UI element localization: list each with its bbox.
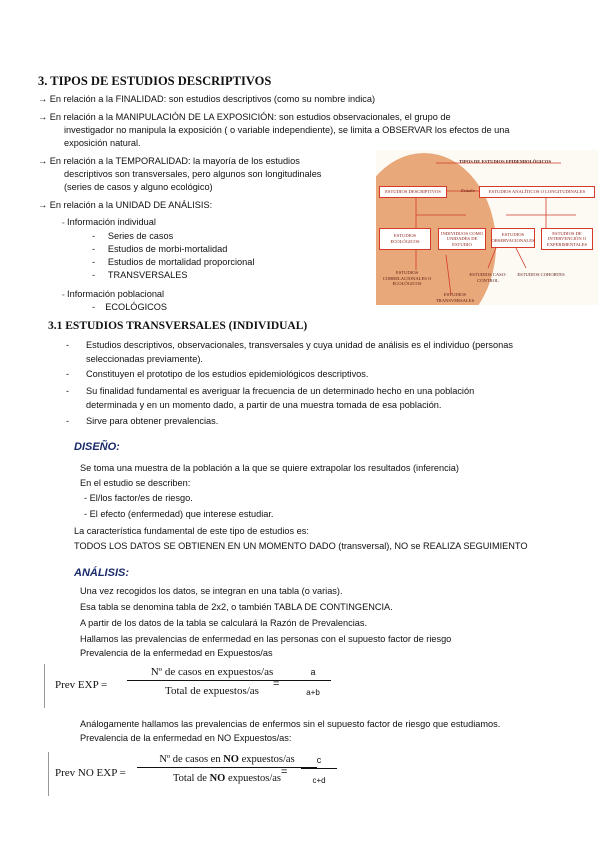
bullet-text: determinada y en un momento dado, a partir de una muestra tomada de esa población. [86, 399, 442, 410]
formula-text: expuestos/as [238, 754, 295, 765]
list-item-text: ECOLÓGICOS [105, 302, 168, 312]
diagram-label-transversales: ESTUDIOS TRANSVERSALES [435, 292, 475, 303]
bullet-text: Su finalidad fundamental es averiguar la frecuencia de un determinado hecho en una población [86, 386, 475, 396]
manipulacion-line [38, 111, 451, 124]
formula-numerator-short: a [295, 667, 331, 681]
circle-bullet-icon: ◦ [62, 292, 65, 299]
epidemiological-studies-diagram [376, 150, 598, 305]
diseno-paragraph-1: Se toma una muestra de la población a la que se quiere extrapolar los resultados (inferencia) [80, 463, 459, 473]
formula-equals: = [281, 766, 288, 778]
arrow-icon: → [38, 112, 48, 122]
manipulacion-text-2: investigador no manipula la exposición ( o variable independiente), se limita a OBSERVAR los efectos de una [64, 125, 510, 135]
circle-bullet-icon: ◦ [62, 220, 65, 227]
formula-text: expuestos/as [225, 773, 282, 784]
diagram-label-casos-control: ESTUDIOS CASO-CONTROL [469, 272, 507, 283]
diagram-label-cohortes: ESTUDIOS COHORTES [517, 272, 565, 277]
bullet-item: - Estudios descriptivos, observacionales, transversales y cuya unidad de análisis es el individuo (personas seleccionadas previamente). [66, 340, 513, 364]
formula-text-bold: NO [209, 773, 226, 784]
finalidad-line [38, 93, 375, 106]
list-item-text: Estudios de mortalidad proporcional [107, 257, 255, 267]
bullet-item: - Constituyen el prototipo de los estudios epidemiológicos descriptivos. [66, 369, 369, 379]
finalidad-text: En relación a la FINALIDAD: son estudios descriptivos (como su nombre indica) [49, 94, 376, 104]
formula-lhs: Prev EXP = [55, 679, 108, 691]
manipulacion-text-3: exposición natural. [64, 138, 141, 148]
temporalidad-line [38, 155, 300, 168]
formula-numerator [137, 754, 317, 768]
bullet-text: Sirve para obtener prevalencias. [86, 416, 219, 426]
diagram-box-experimentales: ESTUDIOS DE INTERVENCIÓN O EXPERIMENTALES [541, 228, 593, 250]
formula-prev-exp [44, 664, 335, 708]
diagram-title: TIPOS DE ESTUDIOS EPIDEMIOLÓGICOS [458, 159, 552, 164]
diagram-box-observacionales: ESTUDIOS OBSERVACIONALES [491, 228, 535, 248]
list-item: - ECOLÓGICOS [92, 302, 168, 312]
bullet-item: - Sirve para obtener prevalencias. [66, 416, 219, 426]
analisis-line: Una vez recogidos los datos, se integran en una tabla (o varias). [80, 586, 343, 596]
formula-numerator: Nº de casos en expuestos/as [127, 666, 297, 681]
diseno-paragraph-2: En el estudio se describen: [80, 478, 191, 488]
formula-text-bold: NO [223, 754, 239, 765]
manipulacion-text-1: En relación a la MANIPULACIÓN DE LA EXPOSICIÓN: son estudios observacionales, el grupo de [49, 112, 451, 122]
diseno-item: - El/los factor/es de riesgo. [84, 493, 193, 503]
diagram-box-descriptivos: ESTUDIOS DESCRIPTIVOS [379, 186, 447, 198]
diseno-title: DISEÑO: [74, 441, 120, 453]
section-title: 3. TIPOS DE ESTUDIOS DESCRIPTIVOS [38, 74, 272, 88]
formula-text: Total de [172, 773, 210, 784]
formula-lhs: Prev NO EXP = [55, 767, 126, 779]
temporalidad-text-3: (series de casos y alguno ecológico) [64, 182, 213, 192]
list-item: - Series de casos [92, 231, 174, 241]
bullet-text: Constituyen el prototipo de los estudios epidemiológicos descriptivos. [86, 369, 369, 379]
list-item: - Estudios de mortalidad proporcional [92, 257, 255, 267]
list-item: - Estudios de morbi-mortalidad [92, 244, 228, 254]
individual-title [62, 216, 156, 230]
diagram-box-ecologicos: ESTUDIOS ECOLÓGICOS [379, 228, 431, 250]
temporalidad-text-1: En relación a la TEMPORALIDAD: la mayoría de los estudios [49, 156, 300, 166]
individual-title-text: Información individual [67, 217, 156, 227]
formula-denominator-short: a+b [306, 688, 320, 697]
diagram-box-analiticos: ESTUDIOS ANALÍTICOS O LONGITUDINALES [479, 186, 595, 198]
poblacional-title [62, 288, 164, 302]
subsection-title: 3.1 ESTUDIOS TRANSVERSALES (INDIVIDUAL) [48, 320, 308, 332]
unidad-line [38, 199, 212, 212]
formula-text: Nº de casos en [159, 754, 224, 765]
arrow-icon: → [38, 156, 48, 166]
formula-equals: = [273, 678, 280, 690]
analisis-line: Prevalencia de la enfermedad en NO Expuestos/as: [80, 733, 292, 743]
formula-denominator [137, 773, 317, 784]
list-item: - TRANSVERSALES [92, 270, 188, 280]
unidad-text: En relación a la UNIDAD DE ANÁLISIS: [49, 200, 213, 210]
list-item-text: Series de casos [107, 231, 174, 241]
analisis-line: Análogamente hallamos las prevalencias de enfermos sin el supuesto factor de riesgo que estudiamos. [80, 719, 501, 729]
analisis-line: Hallamos las prevalencias de enfermedad en las personas con el supuesto factor de riesgo [80, 634, 452, 644]
analisis-line: Esa tabla se denomina tabla de 2x2, o también TABLA DE CONTINGENCIA. [80, 602, 393, 612]
arrow-icon: → [38, 200, 48, 210]
analisis-line: A partir de los datos de la tabla se calculará la Razón de Prevalencias. [80, 618, 368, 628]
diagram-box-individuos: INDIVIDUOS COMO UNIDADES DE ESTUDIO [438, 228, 486, 250]
formula-denominator-short: c+d [312, 776, 326, 785]
formula-numerator-short: c [301, 755, 337, 769]
list-item-text: Estudios de morbi-mortalidad [107, 244, 228, 254]
list-item-text: TRANSVERSALES [107, 270, 188, 280]
analisis-line: Prevalencia de la enfermedad en Expuestos/as [80, 648, 273, 658]
bullet-text: seleccionadas previamente). [86, 353, 203, 364]
diseno-item: - El efecto (enfermedad) que interese estudiar. [84, 509, 274, 519]
bullet-text: Estudios descriptivos, observacionales, transversales y cuya unidad de análisis es el individuo (personas [86, 340, 513, 350]
arrow-icon: → [38, 94, 48, 104]
analisis-title: ANÁLISIS: [74, 567, 129, 579]
diseno-paragraph-4: TODOS LOS DATOS SE OBTIENEN EN UN MOMENTO DADO (transversal), NO se REALIZA SEGUIMIENTO [74, 541, 528, 551]
diagram-label-correlacionales: ESTUDIOS CORRELACIONALES O ECOLÓGICOS [382, 270, 432, 287]
diagram-label-estudio: Estudio [460, 188, 476, 193]
poblacional-title-text: Información poblacional [67, 289, 165, 299]
formula-denominator: Total de expuestos/as [165, 685, 259, 697]
formula-prev-no-exp [48, 752, 345, 796]
diseno-paragraph-3: La característica fundamental de este tipo de estudios es: [74, 526, 309, 536]
bullet-item: - Su finalidad fundamental es averiguar la frecuencia de un determinado hecho en una población determinada y en un momento dado, a partir de una muestra tomada de esa población. [66, 386, 475, 410]
temporalidad-text-2: descriptivos son transversales, pero algunos son longitudinales [64, 169, 322, 179]
